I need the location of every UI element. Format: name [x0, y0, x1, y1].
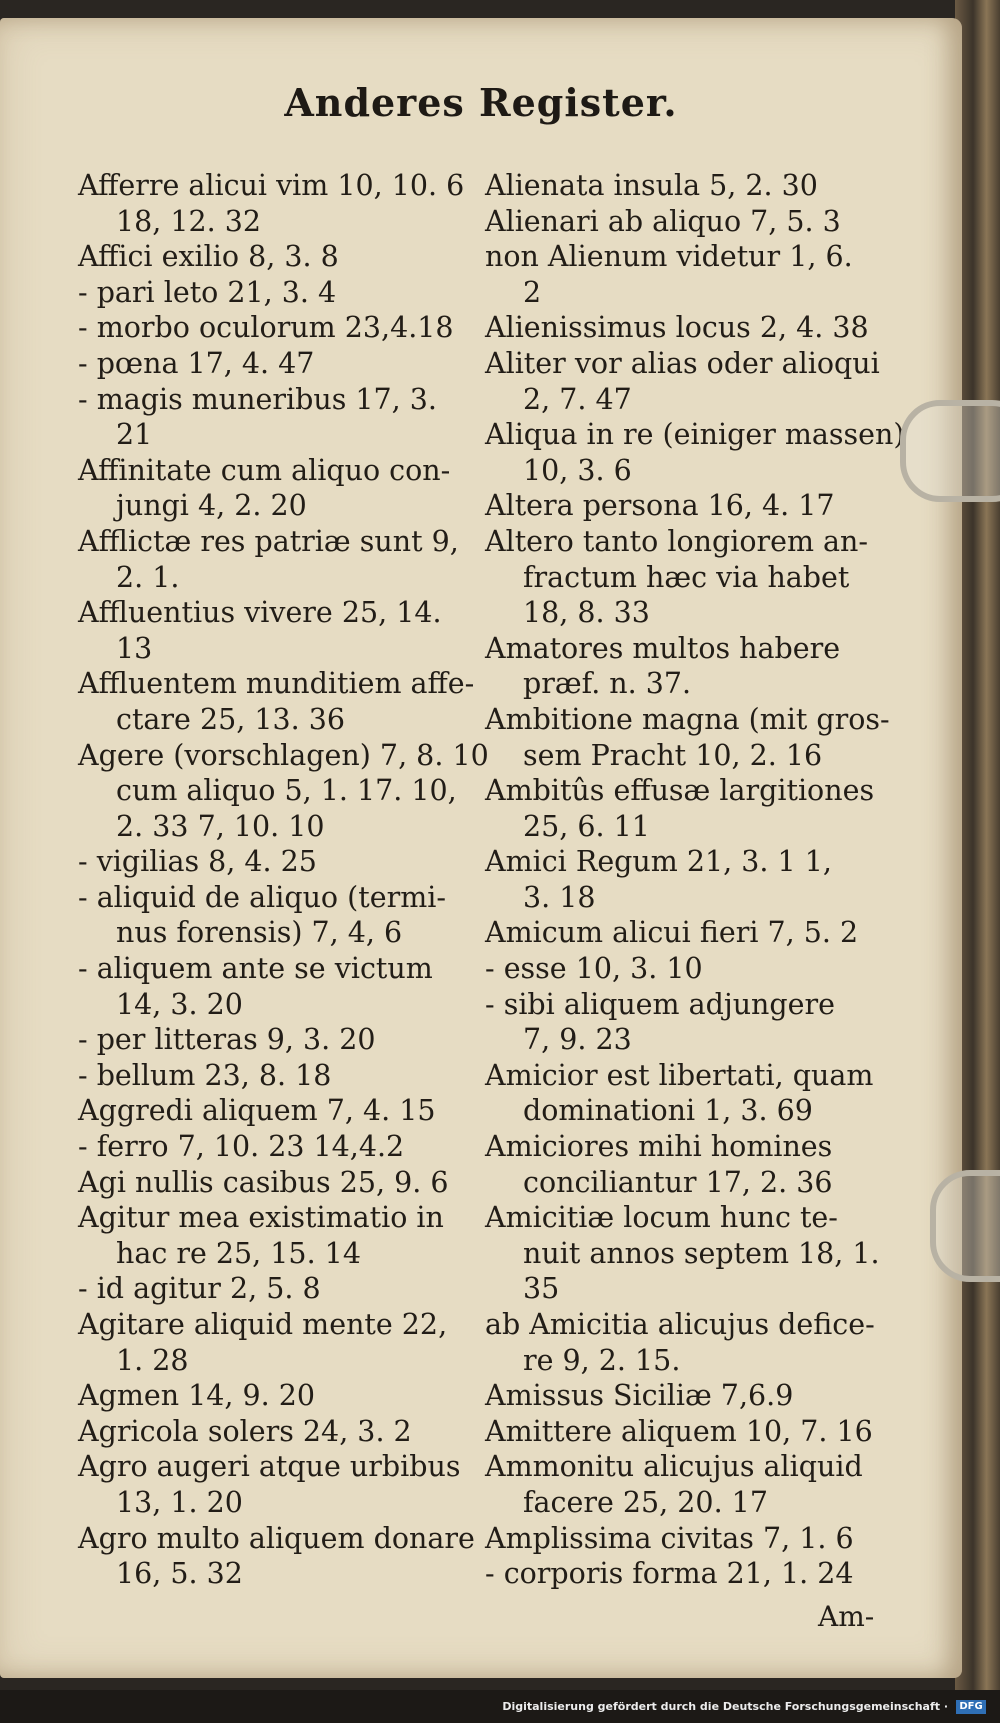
index-entry-line: Agitur mea existimatio in — [78, 1201, 444, 1235]
index-entry-line: ab Amicitia alicujus defice- — [485, 1308, 875, 1341]
index-entry-line: 2 — [523, 275, 542, 309]
index-entry-line: Alienari ab aliquo 7, 5. 3 — [485, 204, 841, 238]
index-entry-line: 21 — [116, 418, 153, 452]
index-entry-line: 13 — [116, 631, 153, 665]
index-entry-line: Affluentius vivere 25, 14. — [78, 596, 442, 630]
index-entry-line: Agitare aliquid mente 22, — [78, 1308, 448, 1341]
index-entry-line: re 9, 2. 15. — [523, 1343, 681, 1377]
index-entry-line: - morbo oculorum 23,4.18 — [78, 311, 454, 345]
index-entry-line: Amatores multos habere — [485, 631, 841, 665]
index-entry-line: Afferre alicui vim 10, 10. 6 — [78, 169, 465, 202]
index-entry-line: - pœna 17, 4. 47 — [78, 346, 315, 380]
index-entry-line: cum aliquo 5, 1. 17. 10, — [116, 774, 457, 808]
index-entry-line: Amicum alicui fieri 7, 5. 2 — [485, 916, 859, 950]
index-entry-line: Aliqua in re (einiger massen) — [485, 418, 905, 452]
index-entry-line: - corporis forma 21, 1. 24 — [485, 1557, 854, 1591]
index-entry-line: 25, 6. 11 — [523, 809, 650, 843]
index-entry-line: - magis muneribus 17, 3. — [78, 382, 437, 416]
index-entry-line: 13, 1. 20 — [116, 1485, 243, 1519]
index-entry-line: Affici exilio 8, 3. 8 — [78, 240, 339, 274]
index-entry-line: jungi 4, 2. 20 — [116, 489, 307, 523]
index-entry-line: Amicior est libertati, quam — [485, 1058, 874, 1092]
index-column-left — [78, 168, 493, 1592]
page-clip-bottom — [930, 1170, 1000, 1282]
index-entry-line: Amplissima civitas 7, 1. 6 — [485, 1521, 854, 1555]
index-entry-line: Aggredi aliquem 7, 4. 15 — [78, 1094, 436, 1128]
index-entry-line: 1. 28 — [116, 1343, 189, 1377]
index-entry-line: 10, 3. 6 — [523, 453, 632, 487]
index-entry-line: Ammonitu alicujus aliquid — [485, 1450, 863, 1484]
index-entry-line: Affluentem munditiem affe- — [78, 667, 475, 701]
index-entry-line: 18, 12. 32 — [116, 204, 262, 238]
index-entry-line: Affinitate cum aliquo con- — [78, 453, 451, 487]
index-entry-line: Agro multo aliquem donare — [78, 1521, 475, 1555]
index-entry-line: 3. 18 — [523, 880, 596, 914]
index-entry-line: - per litteras 9, 3. 20 — [78, 1023, 376, 1057]
index-entry-line: Agro augeri atque urbibus — [78, 1450, 461, 1484]
index-entry-line: 7, 9. 23 — [523, 1023, 632, 1057]
index-entry-line: 35 — [523, 1272, 560, 1306]
index-entry-line: ctare 25, 13. 36 — [116, 702, 345, 736]
index-entry-line: Amittere aliquem 10, 7. 16 — [485, 1414, 873, 1448]
index-entry-line: 2. 1. — [116, 560, 180, 594]
index-entry-line: - esse 10, 3. 10 — [485, 952, 703, 986]
index-entry-line: Aliter vor alias oder alioqui — [485, 346, 880, 380]
index-entry-line: Altera persona 16, 4. 17 — [485, 489, 835, 523]
index-entry-line: Ambitûs effusæ largitiones — [485, 774, 875, 808]
catchword: Am- — [818, 1600, 875, 1633]
index-entry-line: Amissus Siciliæ 7,6.9 — [485, 1379, 794, 1413]
index-entry-line: Ambitione magna (mit gros- — [485, 702, 890, 736]
index-entry-line: Afflictæ res patriæ sunt 9, — [78, 524, 459, 558]
index-entry-line: Agmen 14, 9. 20 — [78, 1379, 316, 1413]
index-entry-line: Alienissimus locus 2, 4. 38 — [485, 311, 869, 345]
index-entry-line: præf. n. 37. — [523, 667, 692, 701]
index-entry-line: Amicitiæ locum hunc te- — [485, 1201, 838, 1235]
index-entry-line: non Alienum videtur 1, 6. — [485, 240, 853, 274]
index-entry-line: facere 25, 20. 17 — [523, 1485, 768, 1519]
index-entry-line: sem Pracht 10, 2. 16 — [523, 738, 823, 772]
index-entry-line: 14, 3. 20 — [116, 987, 243, 1021]
index-entry-line: - ferro 7, 10. 23 14,4.2 — [78, 1130, 405, 1164]
index-entry-line: Altero tanto longiorem an- — [485, 524, 869, 558]
page-clip-top — [900, 400, 1000, 502]
index-entry-line: 2. 33 7, 10. 10 — [116, 809, 325, 843]
index-entry-line: 18, 8. 33 — [523, 596, 650, 630]
index-entry-line: 16, 5. 32 — [116, 1557, 243, 1591]
index-entry-line: fractum hæc via habet — [523, 560, 850, 594]
index-entry-line: nuit annos septem 18, 1. — [523, 1236, 880, 1270]
digitization-credit: Digitalisierung gefördert durch die Deutsche Forschungsgemeinschaft · — [502, 1700, 948, 1713]
index-entry-line: - pari leto 21, 3. 4 — [78, 275, 337, 309]
index-entry-line: - aliquid de aliquo (termi- — [78, 880, 446, 914]
index-entry-line: nus forensis) 7, 4, 6 — [116, 916, 403, 950]
index-entry-line: - id agitur 2, 5. 8 — [78, 1272, 321, 1306]
dfg-logo: DFG — [956, 1700, 986, 1714]
index-entry-line: - vigilias 8, 4. 25 — [78, 845, 317, 879]
index-entry-line: dominationi 1, 3. 69 — [523, 1094, 813, 1128]
index-entry-line: - sibi aliquem adjungere — [485, 987, 836, 1021]
index-column-right — [485, 168, 905, 1592]
index-entry-line: Agricola solers 24, 3. 2 — [78, 1414, 412, 1448]
page-title: Anderes Register. — [284, 80, 678, 125]
book-page — [0, 18, 962, 1678]
index-entry-line: Alienata insula 5, 2. 30 — [485, 169, 818, 202]
index-entry-line: Agi nullis casibus 25, 9. 6 — [78, 1165, 449, 1199]
index-entry-line: hac re 25, 15. 14 — [116, 1236, 361, 1270]
index-entry-line: 2, 7. 47 — [523, 382, 632, 416]
index-entry-line: conciliantur 17, 2. 36 — [523, 1165, 833, 1199]
index-entry-line: - bellum 23, 8. 18 — [78, 1058, 332, 1092]
index-entry-line: Amici Regum 21, 3. 1 1, — [485, 845, 832, 879]
index-entry-line: Amiciores mihi homines — [485, 1130, 833, 1164]
index-entry-line: Agere (vorschlagen) 7, 8. 10 — [78, 738, 489, 772]
index-entry-line: - aliquem ante se victum — [78, 952, 433, 986]
